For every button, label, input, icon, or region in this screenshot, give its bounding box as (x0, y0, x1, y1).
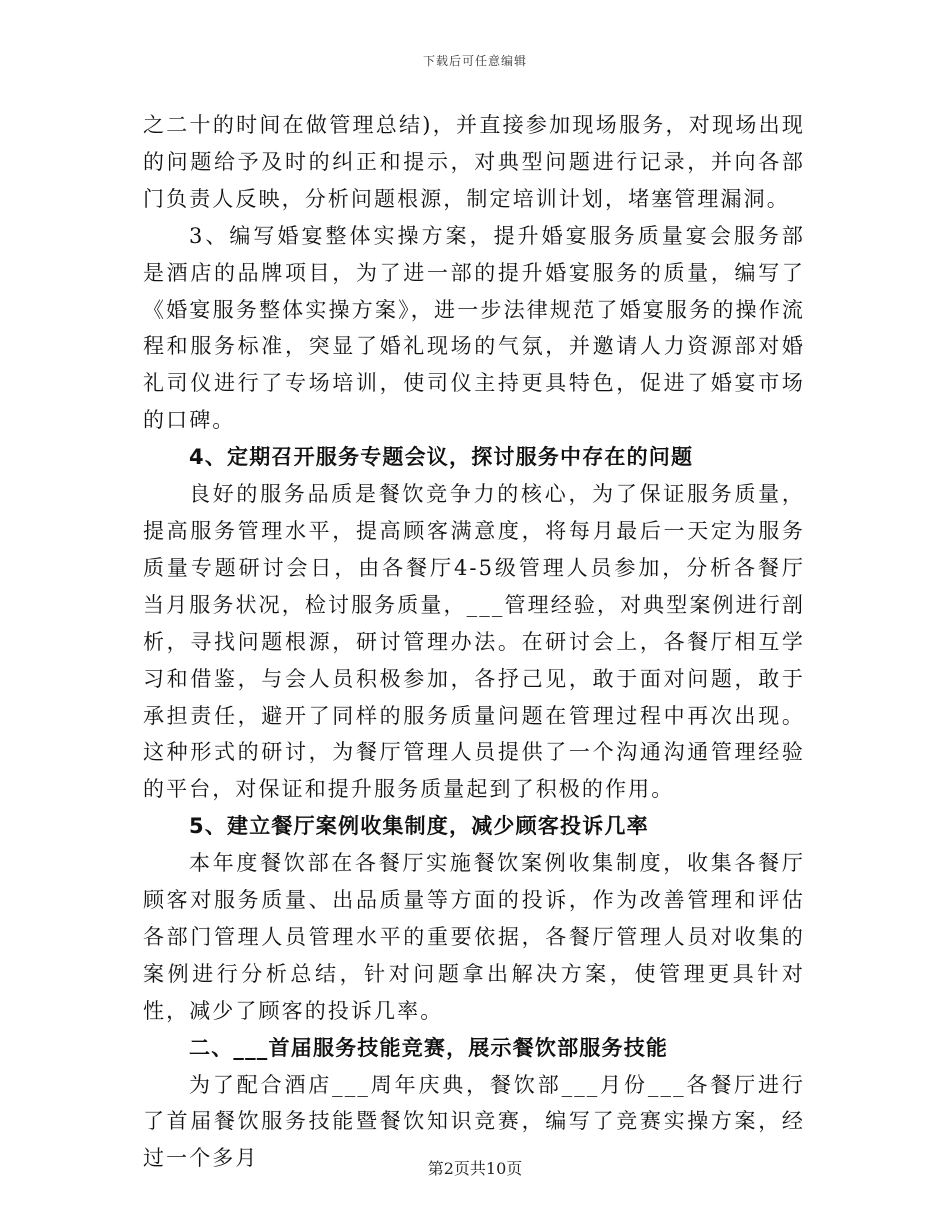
paragraph-wedding-plan: 3、编写婚宴整体实操方案，提升婚宴服务质量宴会服务部是酒店的品牌项目，为了进一部的提升婚宴服务的质量，编写了《婚宴服务整体实操方案》，进一步法律规范了婚宴服务的操作流程和服务标准，突显了婚礼现场的气氛，并邀请人力资源部对婚礼司仪进行了专场培训，使司仪主持更具特色，促进了婚宴市场的口碑。 (143, 223, 805, 433)
page-number: 第2页共10页 (427, 1159, 523, 1178)
paragraph-service-meetings: 良好的服务品质是餐饮竞争力的核心，为了保证服务质量，提高服务管理水平，提高顾客满意度，将每月最后一天定为服务质量专题研讨会日，由各餐厅4-5级管理人员参加，分析各餐厅当月服务状况，检讨服务质量，___管理经验，对典型案例进行剖析，寻找问题根源，研讨管理办法。在研讨会上，各餐厅相互学习和借鉴，与会人员积极参加，各抒己见，敢于面对问题，敢于承担责任，避开了同样的服务质量问题在管理过程中再次出现。这种形式的研讨，为餐厅管理人员提供了一个沟通沟通管理经验的平台，对保证和提升服务质量起到了积极的作用。 (143, 482, 805, 802)
paragraph-case-collection: 本年度餐饮部在各餐厅实施餐饮案例收集制度，收集各餐厅顾客对服务质量、出品质量等方面的投诉，作为改善管理和评估各部门管理人员管理水平的重要依据，各餐厅管理人员对收集的案例进行分析总结，针对问题拿出解决方案，使管理更具针对性，减少了顾客的投诉几率。 (143, 851, 805, 1023)
paragraph-management-summary: 之二十的时间在做管理总结)，并直接参加现场服务，对现场出现的问题给予及时的纠正和提示，对典型问题进行记录，并向各部门负责人反映，分析问题根源，制定培训计划，堵塞管理漏洞。 (143, 113, 805, 211)
heading-service-meetings: 4、定期召开服务专题会议，探讨服务中存在的问题 (189, 445, 694, 470)
document-body (143, 107, 805, 1177)
heading-case-collection: 5、建立餐厅案例收集制度，减少顾客投诉几率 (189, 814, 649, 839)
page-header-note: 下载后可任意编辑 (422, 54, 527, 68)
paragraph-skills-competition: 为了配合酒店___周年庆典，餐饮部___月份___各餐厅进行了首届餐饮服务技能暨餐饮知识竞赛，编写了竞赛实操方案，经过一个多月 (143, 1072, 805, 1171)
heading-skills-competition: 二、___首届服务技能竞赛，展示餐饮部服务技能 (189, 1035, 669, 1060)
